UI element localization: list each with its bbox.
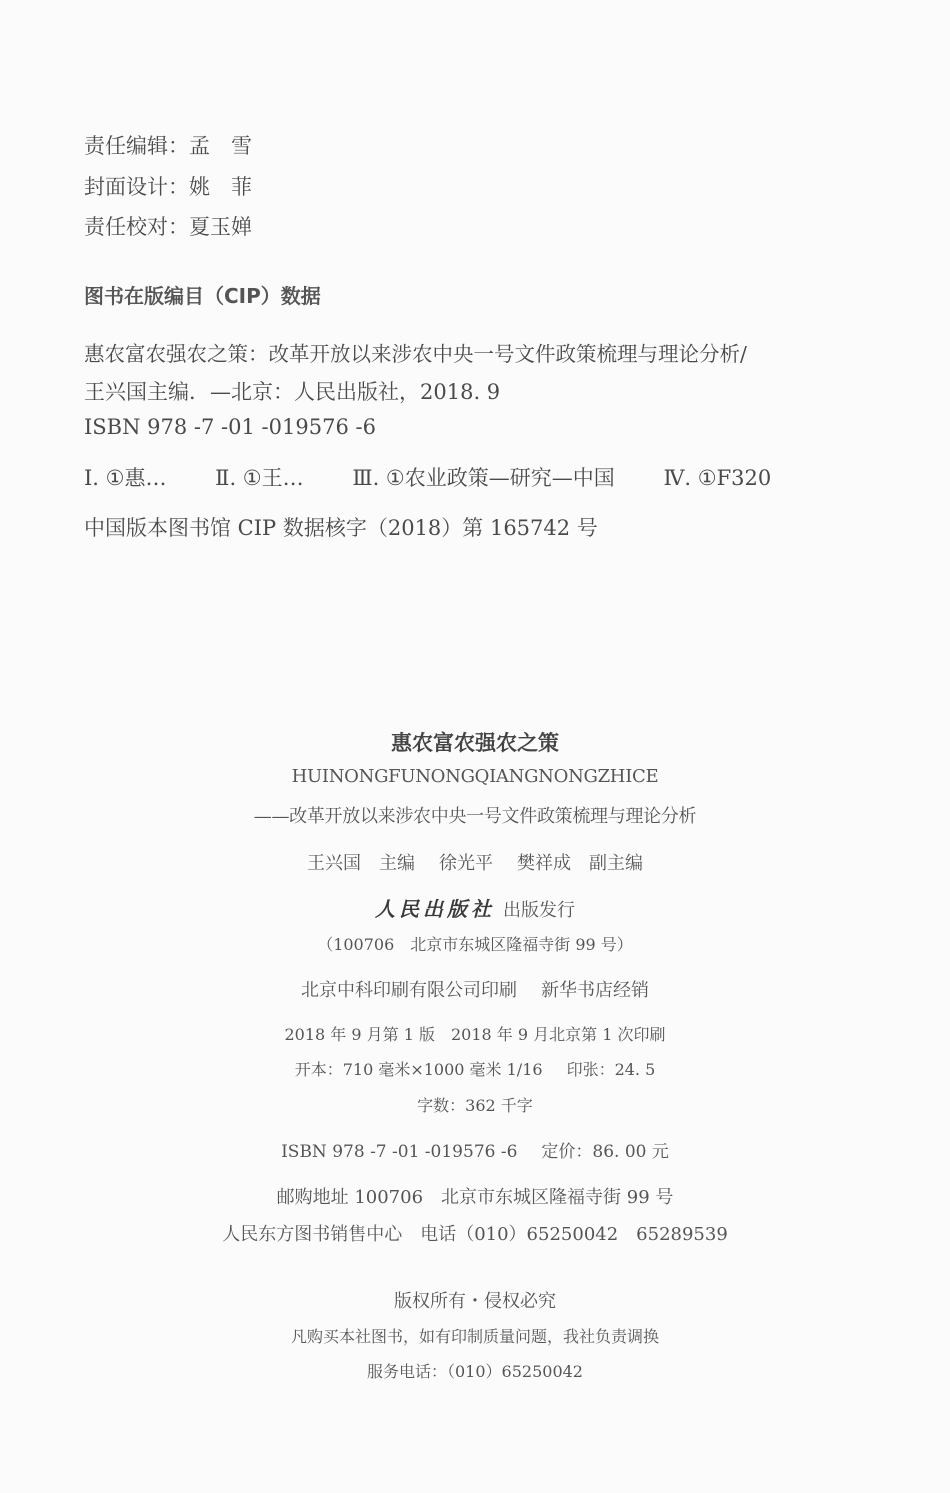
- deputy-editor-1: 徐光平: [439, 853, 493, 874]
- class-item: Ⅰ. ①惠…: [84, 466, 167, 490]
- publisher-logo: 人民出版社: [375, 897, 495, 921]
- sales-center: 人民东方图书销售中心 电话（010）65250042 65289539: [222, 1224, 728, 1245]
- publisher-suffix: 出版发行: [503, 900, 575, 921]
- cip-heading: 图书在版编目（CIP）数据: [84, 284, 321, 308]
- class-item: Ⅳ. ①F320: [663, 466, 772, 490]
- editor-credit: 责任编辑：孟 雪: [84, 134, 252, 158]
- service-phone: 服务电话：（010）65250042: [367, 1362, 583, 1381]
- distributor: 新华书店经销: [541, 980, 649, 1001]
- printer: 北京中科印刷有限公司印刷: [301, 980, 517, 1001]
- returns-notice: 凡购买本社图书，如有印制质量问题，我社负责调换: [290, 1327, 659, 1346]
- edition-line: 2018 年 9 月第 1 版 2018 年 9 月北京第 1 次印刷: [284, 1025, 666, 1044]
- publisher-address: （100706 北京市东城区隆福寺街 99 号）: [317, 935, 633, 954]
- cip-record-number: 中国版本图书馆 CIP 数据核字（2018）第 165742 号: [84, 516, 598, 540]
- word-count: 字数：362 千字: [417, 1096, 533, 1115]
- price: 定价：86. 00 元: [541, 1142, 669, 1162]
- book-subtitle: ——改革开放以来涉农中央一号文件政策梳理与理论分析: [253, 806, 697, 827]
- isbn-price-line: [0, 1137, 950, 1162]
- cip-title-line: 惠农富农强农之策：改革开放以来涉农中央一号文件政策梳理与理论分析/: [84, 342, 747, 366]
- copyright-notice: 版权所有・侵权必究: [394, 1291, 556, 1312]
- mail-order-address: 邮购地址 100706 北京市东城区隆福寺街 99 号: [276, 1187, 674, 1208]
- colophon-isbn: ISBN 978 -7 -01 -019576 -6: [281, 1142, 518, 1162]
- format-line: [0, 1057, 950, 1080]
- editors-line: [0, 849, 950, 875]
- printed-sheets: 印张：24. 5: [566, 1060, 656, 1079]
- cip-author-line: 王兴国主编．—北京：人民出版社，2018. 9: [84, 380, 501, 404]
- cip-classification: [84, 462, 813, 492]
- publisher-line: [0, 893, 950, 922]
- cover-design-credit: 封面设计：姚 菲: [84, 175, 252, 199]
- class-item: Ⅲ. ①农业政策—研究—中国: [352, 466, 615, 490]
- chief-editor: 王兴国 主编: [307, 853, 415, 874]
- printer-line: [0, 976, 950, 1002]
- cip-isbn: ISBN 978 -7 -01 -019576 -6: [84, 415, 376, 439]
- book-title: 惠农富农强农之策: [391, 730, 559, 755]
- format: 开本：710 毫米×1000 毫米 1/16: [294, 1060, 543, 1079]
- class-item: Ⅱ. ①王…: [215, 466, 304, 490]
- book-pinyin: HUINONGFUNONGQIANGNONGZHICE: [291, 766, 659, 787]
- proofreader-credit: 责任校对：夏玉婵: [84, 215, 252, 239]
- deputy-editor-2: 樊祥成 副主编: [517, 853, 643, 874]
